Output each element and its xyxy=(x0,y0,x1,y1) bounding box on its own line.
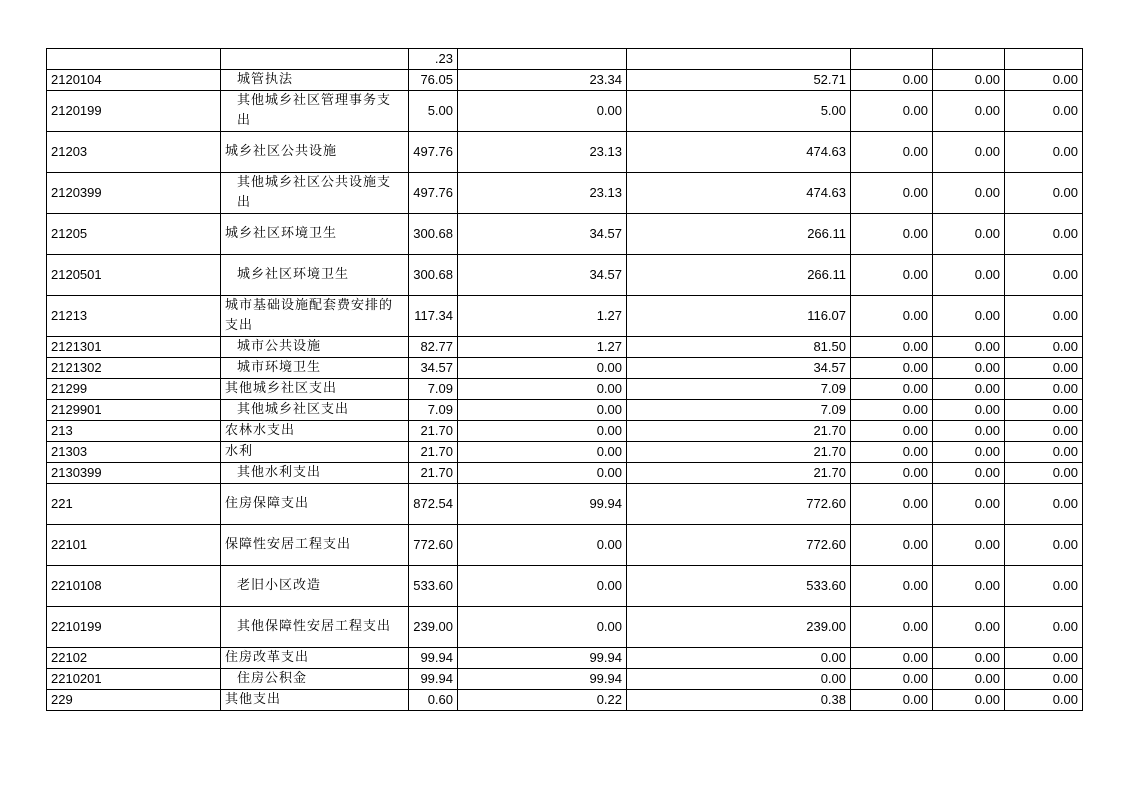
basic-expenditure-cell: 0.22 xyxy=(458,690,627,711)
basic-expenditure-cell: 0.00 xyxy=(458,358,627,379)
total-amount-cell: 21.70 xyxy=(409,463,458,484)
column-7-cell: 0.00 xyxy=(933,400,1005,421)
table-row xyxy=(47,400,1083,421)
total-amount-cell: 5.00 xyxy=(409,91,458,132)
account-name-cell: 其他城乡社区公共设施支出 xyxy=(221,173,409,214)
total-amount-cell: 300.68 xyxy=(409,255,458,296)
column-6-cell: 0.00 xyxy=(851,400,933,421)
total-amount-cell: 7.09 xyxy=(409,400,458,421)
column-7-cell: 0.00 xyxy=(933,690,1005,711)
basic-expenditure-cell: 23.34 xyxy=(458,70,627,91)
column-8-cell: 0.00 xyxy=(1005,358,1083,379)
column-7-cell: 0.00 xyxy=(933,379,1005,400)
account-code-cell: 2130399 xyxy=(47,463,221,484)
column-8-cell: 0.00 xyxy=(1005,255,1083,296)
basic-expenditure-cell: 0.00 xyxy=(458,379,627,400)
column-8-cell: 0.00 xyxy=(1005,607,1083,648)
account-name-cell: 老旧小区改造 xyxy=(221,566,409,607)
account-name-cell: 其他保障性安居工程支出 xyxy=(221,607,409,648)
account-name-cell: 其他城乡社区支出 xyxy=(221,400,409,421)
column-6-cell: 0.00 xyxy=(851,648,933,669)
column-6-cell: 0.00 xyxy=(851,255,933,296)
project-expenditure-cell: 266.11 xyxy=(627,255,851,296)
account-code-cell: 2210199 xyxy=(47,607,221,648)
basic-expenditure-cell xyxy=(458,49,627,70)
project-expenditure-cell: 21.70 xyxy=(627,442,851,463)
table-row xyxy=(47,296,1083,337)
column-7-cell: 0.00 xyxy=(933,132,1005,173)
column-8-cell xyxy=(1005,49,1083,70)
column-6-cell: 0.00 xyxy=(851,484,933,525)
basic-expenditure-cell: 0.00 xyxy=(458,463,627,484)
total-amount-cell: 497.76 xyxy=(409,173,458,214)
basic-expenditure-cell: 1.27 xyxy=(458,296,627,337)
total-amount-cell: 0.60 xyxy=(409,690,458,711)
project-expenditure-cell: 772.60 xyxy=(627,525,851,566)
account-name-cell: 保障性安居工程支出 xyxy=(221,525,409,566)
column-6-cell: 0.00 xyxy=(851,463,933,484)
table-row xyxy=(47,337,1083,358)
account-code-cell: 22101 xyxy=(47,525,221,566)
account-code-cell: 21203 xyxy=(47,132,221,173)
account-name-cell: 农林水支出 xyxy=(221,421,409,442)
column-6-cell: 0.00 xyxy=(851,379,933,400)
account-code-cell: 2120501 xyxy=(47,255,221,296)
column-6-cell: 0.00 xyxy=(851,132,933,173)
project-expenditure-cell: 7.09 xyxy=(627,379,851,400)
account-name-cell: 城市公共设施 xyxy=(221,337,409,358)
basic-expenditure-cell: 0.00 xyxy=(458,421,627,442)
project-expenditure-cell: 5.00 xyxy=(627,91,851,132)
basic-expenditure-cell: 34.57 xyxy=(458,255,627,296)
column-8-cell: 0.00 xyxy=(1005,379,1083,400)
table-row xyxy=(47,442,1083,463)
account-code-cell: 21303 xyxy=(47,442,221,463)
project-expenditure-cell: 0.38 xyxy=(627,690,851,711)
total-amount-cell: 117.34 xyxy=(409,296,458,337)
basic-expenditure-cell: 34.57 xyxy=(458,214,627,255)
column-8-cell: 0.00 xyxy=(1005,296,1083,337)
basic-expenditure-cell: 0.00 xyxy=(458,91,627,132)
account-code-cell: 21205 xyxy=(47,214,221,255)
project-expenditure-cell: 239.00 xyxy=(627,607,851,648)
column-6-cell: 0.00 xyxy=(851,173,933,214)
table-row xyxy=(47,132,1083,173)
column-6-cell: 0.00 xyxy=(851,358,933,379)
project-expenditure-cell: 81.50 xyxy=(627,337,851,358)
basic-expenditure-cell: 0.00 xyxy=(458,442,627,463)
table-row xyxy=(47,463,1083,484)
basic-expenditure-cell: 23.13 xyxy=(458,132,627,173)
project-expenditure-cell: 7.09 xyxy=(627,400,851,421)
account-name-cell: 住房公积金 xyxy=(221,669,409,690)
account-name-cell xyxy=(221,49,409,70)
total-amount-cell: 533.60 xyxy=(409,566,458,607)
column-7-cell: 0.00 xyxy=(933,566,1005,607)
project-expenditure-cell: 21.70 xyxy=(627,463,851,484)
project-expenditure-cell: 474.63 xyxy=(627,132,851,173)
total-amount-cell: 21.70 xyxy=(409,442,458,463)
table-row xyxy=(47,379,1083,400)
table-row xyxy=(47,669,1083,690)
total-amount-cell: 76.05 xyxy=(409,70,458,91)
project-expenditure-cell: 474.63 xyxy=(627,173,851,214)
account-name-cell: 其他城乡社区管理事务支出 xyxy=(221,91,409,132)
account-code-cell: 2120104 xyxy=(47,70,221,91)
project-expenditure-cell: 34.57 xyxy=(627,358,851,379)
column-7-cell: 0.00 xyxy=(933,463,1005,484)
column-6-cell: 0.00 xyxy=(851,442,933,463)
account-code-cell: 21299 xyxy=(47,379,221,400)
project-expenditure-cell: 21.70 xyxy=(627,421,851,442)
total-amount-cell: 772.60 xyxy=(409,525,458,566)
account-name-cell: 城乡社区环境卫生 xyxy=(221,214,409,255)
table-row xyxy=(47,525,1083,566)
column-7-cell: 0.00 xyxy=(933,648,1005,669)
account-code-cell xyxy=(47,49,221,70)
column-7-cell: 0.00 xyxy=(933,525,1005,566)
table-row xyxy=(47,255,1083,296)
table-row xyxy=(47,49,1083,70)
column-7-cell: 0.00 xyxy=(933,358,1005,379)
column-6-cell: 0.00 xyxy=(851,607,933,648)
column-6-cell: 0.00 xyxy=(851,669,933,690)
basic-expenditure-cell: 99.94 xyxy=(458,484,627,525)
column-7-cell: 0.00 xyxy=(933,70,1005,91)
account-name-cell: 其他水利支出 xyxy=(221,463,409,484)
account-code-cell: 2210108 xyxy=(47,566,221,607)
column-6-cell: 0.00 xyxy=(851,421,933,442)
column-8-cell: 0.00 xyxy=(1005,337,1083,358)
table-row xyxy=(47,91,1083,132)
column-7-cell: 0.00 xyxy=(933,91,1005,132)
table-row xyxy=(47,690,1083,711)
total-amount-cell: 21.70 xyxy=(409,421,458,442)
table-body xyxy=(47,49,1083,711)
column-8-cell: 0.00 xyxy=(1005,463,1083,484)
column-6-cell: 0.00 xyxy=(851,566,933,607)
column-6-cell: 0.00 xyxy=(851,70,933,91)
account-name-cell: 城管执法 xyxy=(221,70,409,91)
column-8-cell: 0.00 xyxy=(1005,648,1083,669)
column-7-cell: 0.00 xyxy=(933,421,1005,442)
account-code-cell: 22102 xyxy=(47,648,221,669)
account-code-cell: 221 xyxy=(47,484,221,525)
account-name-cell: 水利 xyxy=(221,442,409,463)
project-expenditure-cell: 533.60 xyxy=(627,566,851,607)
table-row xyxy=(47,214,1083,255)
table-row xyxy=(47,484,1083,525)
total-amount-cell: 99.94 xyxy=(409,669,458,690)
account-code-cell: 2120199 xyxy=(47,91,221,132)
column-7-cell: 0.00 xyxy=(933,337,1005,358)
table-row xyxy=(47,648,1083,669)
total-amount-cell: 300.68 xyxy=(409,214,458,255)
table-row xyxy=(47,173,1083,214)
column-8-cell: 0.00 xyxy=(1005,566,1083,607)
account-code-cell: 213 xyxy=(47,421,221,442)
total-amount-cell: .23 xyxy=(409,49,458,70)
account-code-cell: 229 xyxy=(47,690,221,711)
project-expenditure-cell: 52.71 xyxy=(627,70,851,91)
basic-expenditure-cell: 0.00 xyxy=(458,400,627,421)
column-8-cell: 0.00 xyxy=(1005,442,1083,463)
column-8-cell: 0.00 xyxy=(1005,173,1083,214)
account-name-cell: 住房改革支出 xyxy=(221,648,409,669)
column-6-cell: 0.00 xyxy=(851,525,933,566)
column-7-cell: 0.00 xyxy=(933,607,1005,648)
total-amount-cell: 239.00 xyxy=(409,607,458,648)
table-row xyxy=(47,566,1083,607)
account-name-cell: 住房保障支出 xyxy=(221,484,409,525)
table-row xyxy=(47,70,1083,91)
total-amount-cell: 82.77 xyxy=(409,337,458,358)
account-name-cell: 城乡社区公共设施 xyxy=(221,132,409,173)
project-expenditure-cell: 116.07 xyxy=(627,296,851,337)
basic-expenditure-cell: 23.13 xyxy=(458,173,627,214)
total-amount-cell: 99.94 xyxy=(409,648,458,669)
account-code-cell: 21213 xyxy=(47,296,221,337)
column-7-cell: 0.00 xyxy=(933,296,1005,337)
column-6-cell: 0.00 xyxy=(851,690,933,711)
project-expenditure-cell xyxy=(627,49,851,70)
project-expenditure-cell: 0.00 xyxy=(627,669,851,690)
column-7-cell: 0.00 xyxy=(933,442,1005,463)
column-6-cell: 0.00 xyxy=(851,214,933,255)
column-8-cell: 0.00 xyxy=(1005,484,1083,525)
account-code-cell: 2120399 xyxy=(47,173,221,214)
total-amount-cell: 497.76 xyxy=(409,132,458,173)
project-expenditure-cell: 0.00 xyxy=(627,648,851,669)
basic-expenditure-cell: 0.00 xyxy=(458,607,627,648)
account-code-cell: 2129901 xyxy=(47,400,221,421)
column-8-cell: 0.00 xyxy=(1005,400,1083,421)
column-8-cell: 0.00 xyxy=(1005,690,1083,711)
column-6-cell xyxy=(851,49,933,70)
total-amount-cell: 872.54 xyxy=(409,484,458,525)
column-7-cell: 0.00 xyxy=(933,255,1005,296)
column-7-cell: 0.00 xyxy=(933,669,1005,690)
account-name-cell: 城市基础设施配套费安排的支出 xyxy=(221,296,409,337)
column-7-cell: 0.00 xyxy=(933,173,1005,214)
project-expenditure-cell: 266.11 xyxy=(627,214,851,255)
column-8-cell: 0.00 xyxy=(1005,669,1083,690)
account-name-cell: 城市环境卫生 xyxy=(221,358,409,379)
column-8-cell: 0.00 xyxy=(1005,91,1083,132)
column-8-cell: 0.00 xyxy=(1005,70,1083,91)
total-amount-cell: 34.57 xyxy=(409,358,458,379)
table-row xyxy=(47,607,1083,648)
account-code-cell: 2121302 xyxy=(47,358,221,379)
table-row xyxy=(47,358,1083,379)
column-7-cell: 0.00 xyxy=(933,484,1005,525)
table-row xyxy=(47,421,1083,442)
account-name-cell: 其他城乡社区支出 xyxy=(221,379,409,400)
account-code-cell: 2210201 xyxy=(47,669,221,690)
basic-expenditure-cell: 99.94 xyxy=(458,669,627,690)
basic-expenditure-cell: 99.94 xyxy=(458,648,627,669)
column-6-cell: 0.00 xyxy=(851,296,933,337)
basic-expenditure-cell: 0.00 xyxy=(458,566,627,607)
column-7-cell: 0.00 xyxy=(933,214,1005,255)
column-8-cell: 0.00 xyxy=(1005,421,1083,442)
column-6-cell: 0.00 xyxy=(851,337,933,358)
basic-expenditure-cell: 1.27 xyxy=(458,337,627,358)
column-8-cell: 0.00 xyxy=(1005,214,1083,255)
column-7-cell xyxy=(933,49,1005,70)
total-amount-cell: 7.09 xyxy=(409,379,458,400)
column-8-cell: 0.00 xyxy=(1005,525,1083,566)
account-name-cell: 其他支出 xyxy=(221,690,409,711)
account-code-cell: 2121301 xyxy=(47,337,221,358)
basic-expenditure-cell: 0.00 xyxy=(458,525,627,566)
project-expenditure-cell: 772.60 xyxy=(627,484,851,525)
column-8-cell: 0.00 xyxy=(1005,132,1083,173)
column-6-cell: 0.00 xyxy=(851,91,933,132)
budget-table xyxy=(46,48,1083,711)
account-name-cell: 城乡社区环境卫生 xyxy=(221,255,409,296)
